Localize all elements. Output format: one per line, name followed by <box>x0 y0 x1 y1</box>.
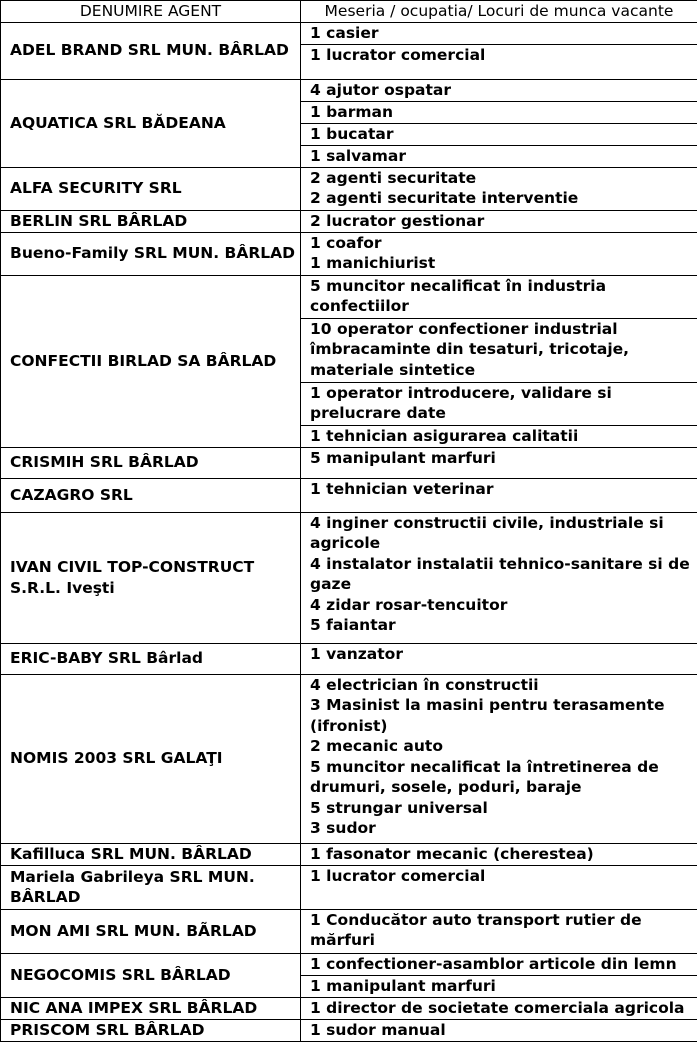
job-cell <box>301 997 697 1019</box>
job-cell <box>301 909 697 953</box>
table-row <box>1 1019 697 1041</box>
job-cell <box>301 478 697 512</box>
job-line: 2 agenti securitate <box>310 168 697 189</box>
agent-name: Bueno-Family SRL MUN. BÂRLAD <box>1 232 301 275</box>
job-cell <box>301 44 697 79</box>
job-cell <box>301 843 697 865</box>
job-line: 1 lucrator comercial <box>310 45 697 66</box>
job-cell <box>301 674 697 843</box>
agent-name: Kafilluca SRL MUN. BÂRLAD <box>1 843 301 865</box>
job-cell <box>301 22 697 44</box>
job-line: 4 inginer constructii civile, industriale si <box>310 513 697 534</box>
job-cell <box>301 643 697 674</box>
job-line: 3 sudor <box>310 818 697 839</box>
job-cell <box>301 975 697 997</box>
job-cell <box>301 447 697 478</box>
job-line: 1 barman <box>310 102 697 123</box>
job-line: 1 manipulant marfuri <box>310 976 697 997</box>
agent-name: ALFA SECURITY SRL <box>1 167 301 210</box>
header-row <box>1 1 697 23</box>
job-cell <box>301 101 697 123</box>
job-line: drumuri, sosele, poduri, baraje <box>310 777 697 798</box>
table-row <box>1 478 697 512</box>
agent-name: ERIC-BABY SRL Bârlad <box>1 643 301 674</box>
agent-name: AQUATICA SRL BĂDEANA <box>1 79 301 167</box>
job-cell <box>301 382 697 425</box>
table-row <box>1 909 697 953</box>
table-row <box>1 167 697 210</box>
job-cell <box>301 145 697 167</box>
job-cell <box>301 210 697 232</box>
job-cell <box>301 232 697 275</box>
agent-name: ADEL BRAND SRL MUN. BÂRLAD <box>1 22 301 79</box>
table-row <box>1 447 697 478</box>
job-line: confectiilor <box>310 296 697 317</box>
job-line: 1 vanzator <box>310 644 697 665</box>
job-line: 1 coafor <box>310 233 697 254</box>
table-row <box>1 275 697 318</box>
job-line: 3 Masinist la masini pentru terasamente <box>310 695 697 716</box>
job-line: 4 instalator instalatii tehnico-sanitare si de <box>310 554 697 575</box>
job-line: mărfuri <box>310 930 697 951</box>
job-line: 1 salvamar <box>310 146 697 167</box>
job-line: 1 tehnician veterinar <box>310 479 697 500</box>
table-row <box>1 953 697 975</box>
job-line: îmbracaminte din tesaturi, tricotaje, <box>310 339 697 360</box>
job-cell <box>301 167 697 210</box>
job-line: 2 agenti securitate interventie <box>310 188 697 209</box>
job-line: 5 muncitor necalificat la întretinerea de <box>310 757 697 778</box>
agent-name: IVAN CIVIL TOP-CONSTRUCT S.R.L. Iveşti <box>1 512 301 643</box>
table-row <box>1 232 697 275</box>
agent-name: MON AMI SRL MUN. BÃRLAD <box>1 909 301 953</box>
job-line: 1 tehnician asigurarea calitatii <box>310 426 697 447</box>
job-line: 4 ajutor ospatar <box>310 80 697 101</box>
job-line: materiale sintetice <box>310 360 697 381</box>
table-row <box>1 674 697 843</box>
agent-name: PRISCOM SRL BÂRLAD <box>1 1019 301 1041</box>
table-row <box>1 79 697 101</box>
job-line: (ifronist) <box>310 716 697 737</box>
job-cell <box>301 318 697 382</box>
job-cell <box>301 123 697 145</box>
job-line: 10 operator confectioner industrial <box>310 319 697 340</box>
job-line: 5 manipulant marfuri <box>310 448 697 469</box>
job-line: 4 zidar rosar-tencuitor <box>310 595 697 616</box>
job-line: 2 mecanic auto <box>310 736 697 757</box>
job-line: 1 confectioner-asamblor articole din lemn <box>310 954 697 975</box>
job-line: 4 electrician în constructii <box>310 675 697 696</box>
job-line: 1 manichiurist <box>310 253 697 274</box>
header-job: Meseria / ocupatia/ Locuri de munca vacante <box>301 1 697 23</box>
job-cell <box>301 512 697 643</box>
job-line: 2 lucrator gestionar <box>310 211 697 232</box>
job-line: 1 director de societate comerciala agricola <box>310 998 697 1019</box>
job-line: 5 faiantar <box>310 615 697 636</box>
agent-name: CAZAGRO SRL <box>1 478 301 512</box>
agent-name: BERLIN SRL BÂRLAD <box>1 210 301 232</box>
job-line: 1 lucrator comercial <box>310 866 697 887</box>
job-line: 1 operator introducere, validare si <box>310 383 697 404</box>
agent-name: CONFECTII BIRLAD SA BÂRLAD <box>1 275 301 447</box>
table-row <box>1 997 697 1019</box>
table-row <box>1 643 697 674</box>
job-line: gaze <box>310 574 697 595</box>
job-cell <box>301 1019 697 1041</box>
table-row <box>1 843 697 865</box>
agent-name: Mariela Gabrileya SRL MUN. BÂRLAD <box>1 865 301 909</box>
job-line: 1 sudor manual <box>310 1020 697 1041</box>
agent-name: NOMIS 2003 SRL GALAŢI <box>1 674 301 843</box>
agent-name: CRISMIH SRL BÂRLAD <box>1 447 301 478</box>
table-row <box>1 512 697 643</box>
job-line: 1 casier <box>310 23 697 44</box>
job-line: 5 muncitor necalificat în industria <box>310 276 697 297</box>
job-line: 1 Conducător auto transport rutier de <box>310 910 697 931</box>
job-line: prelucrare date <box>310 403 697 424</box>
job-cell <box>301 425 697 447</box>
job-line: 1 bucatar <box>310 124 697 145</box>
job-line: 1 fasonator mecanic (cherestea) <box>310 844 697 865</box>
job-cell <box>301 275 697 318</box>
job-cell <box>301 953 697 975</box>
job-cell <box>301 865 697 909</box>
job-cell <box>301 79 697 101</box>
agent-name: NEGOCOMIS SRL BÂRLAD <box>1 953 301 997</box>
table-row <box>1 210 697 232</box>
job-line: 5 strungar universal <box>310 798 697 819</box>
table-row <box>1 22 697 44</box>
header-agent: DENUMIRE AGENT <box>1 1 301 23</box>
table-row <box>1 865 697 909</box>
job-line: agricole <box>310 533 697 554</box>
agent-name: NIC ANA IMPEX SRL BÂRLAD <box>1 997 301 1019</box>
